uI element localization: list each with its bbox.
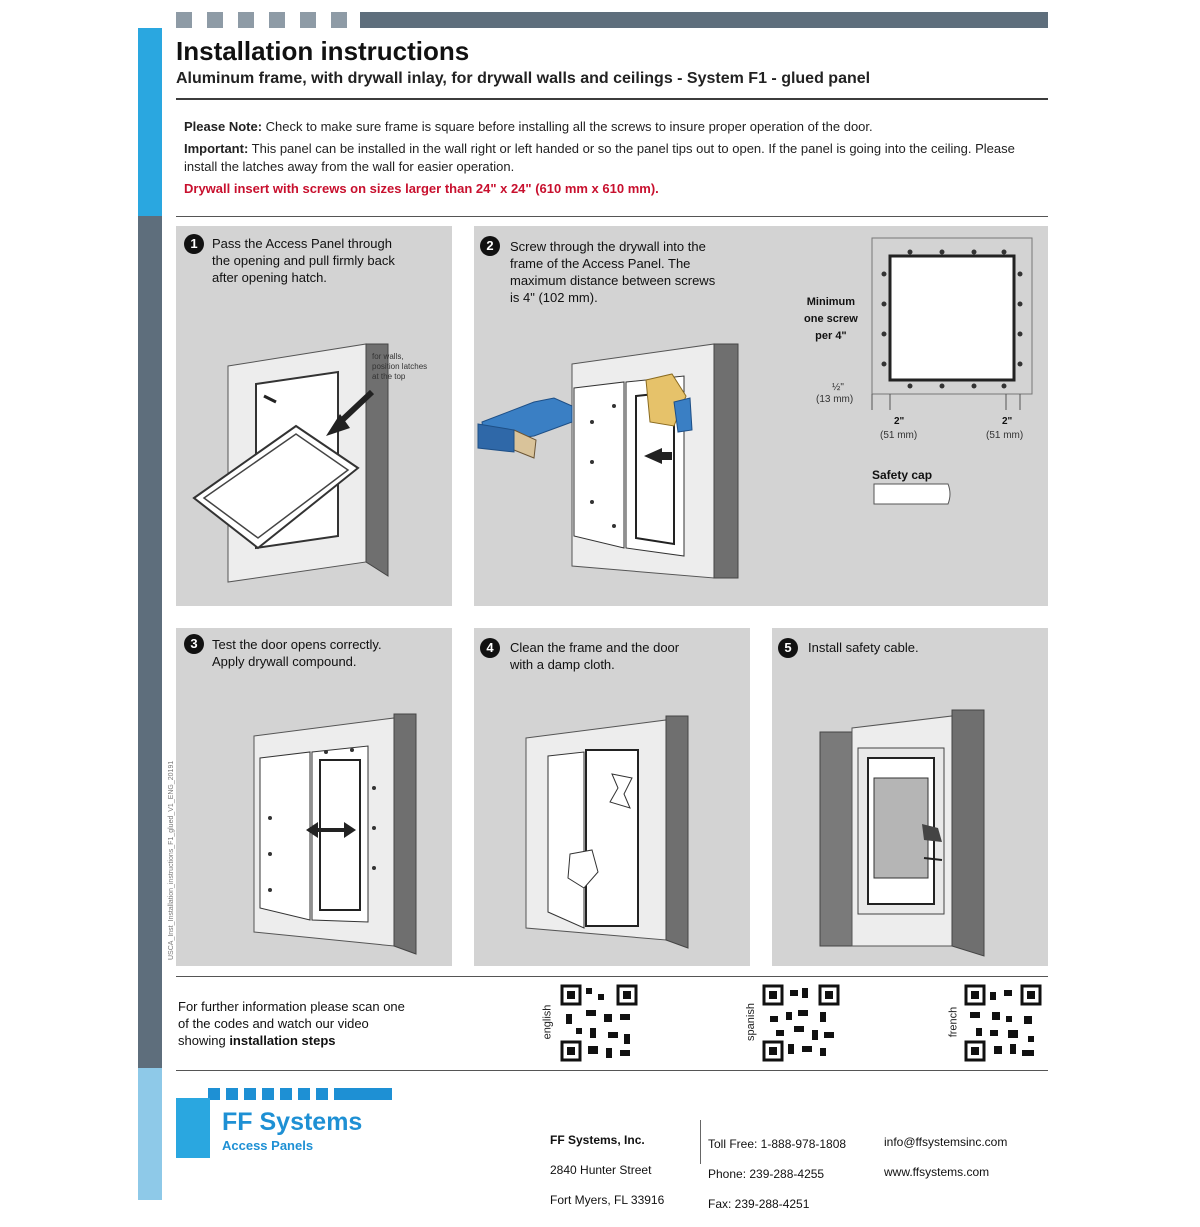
top-bar (360, 12, 1048, 28)
footer-rule (176, 1070, 1048, 1071)
contact-block (708, 1122, 846, 1227)
warning-text: Drywall insert with screws on sizes larger than 24" x 24" (610 mm x 610 mm). (184, 181, 659, 196)
qr-label-spanish: spanish (744, 1003, 757, 1041)
left-footer-bar (138, 1068, 162, 1200)
step-panel-4 (474, 628, 750, 966)
two-inch-right-mm-label: (51 mm) (986, 430, 1024, 441)
note-paragraph (184, 118, 1034, 136)
step-number: 3 (184, 634, 204, 654)
step-text: Pass the Access Panel through the opening and pull firmly back after opening hatch. (212, 236, 395, 285)
safety-cap-label: Safety cap (872, 468, 933, 482)
brand-bar-top (334, 1088, 392, 1100)
two-inch-left-mm-label: (51 mm) (880, 430, 918, 441)
side-code: USCA_Inst_Installation_instructions_F1_glued_V1_ENG_20191 (168, 760, 175, 960)
brand-square (316, 1088, 328, 1100)
step-text: Clean the frame and the door with a damp cloth. (510, 640, 680, 672)
qr-code-english[interactable] (560, 984, 638, 1062)
qr-code-spanish[interactable] (762, 984, 840, 1062)
brand-square (244, 1088, 256, 1100)
step-number: 2 (480, 236, 500, 256)
company-city: Fort Myers, FL 33916 (550, 1193, 665, 1207)
step-number: 4 (480, 638, 500, 658)
top-square (207, 12, 223, 28)
brand-square (226, 1088, 238, 1100)
tollfree: Toll Free: 1-888-978-1808 (708, 1137, 847, 1151)
further-info-line3: showing (178, 1033, 230, 1048)
step3-illustration (176, 628, 452, 966)
step-text: Install safety cable. (808, 640, 919, 655)
top-square (238, 12, 254, 28)
company-name: FF Systems, Inc. (550, 1133, 645, 1147)
web-block (884, 1120, 1007, 1195)
step-panel-5 (772, 628, 1048, 966)
step-number: 1 (184, 234, 204, 254)
min-screw-label: Minimum one screw per 4" (804, 296, 858, 342)
brand-square (280, 1088, 292, 1100)
top-square (269, 12, 285, 28)
phone: Phone: 239-288-4255 (708, 1167, 825, 1181)
qr-label-english: english (541, 1004, 554, 1040)
step-panel-2 (474, 226, 1048, 606)
note-text: Check to make sure frame is square before installing all the screws to insure proper operation of the door. (262, 119, 873, 134)
step-number: 5 (778, 638, 798, 658)
brand-tagline: Access Panels (222, 1138, 314, 1153)
step-panel-1 (176, 226, 452, 606)
top-square (331, 12, 347, 28)
further-info-line1: For further information please scan one (178, 999, 405, 1014)
two-inch-left-label: 2" (894, 416, 905, 427)
further-info (178, 998, 468, 1049)
important-paragraph (184, 140, 1034, 176)
left-side-bar (138, 216, 162, 1068)
step5-illustration (772, 628, 1048, 966)
left-accent-bar (138, 28, 162, 216)
page-title: Installation instructions (176, 36, 470, 66)
step4-illustration (474, 628, 750, 966)
website-link[interactable]: www.ffsystems.com (884, 1165, 990, 1179)
info-rule (176, 976, 1048, 977)
brand-square (262, 1088, 274, 1100)
half-inch-mm-label: (13 mm) (816, 394, 854, 405)
top-square (300, 12, 316, 28)
header-rule (176, 98, 1048, 100)
half-inch-label: ½" (832, 382, 844, 393)
notes-rule (176, 216, 1048, 217)
important-label: Important: (184, 141, 249, 156)
brand-name: FF Systems (222, 1108, 363, 1136)
step1-illustration (176, 226, 452, 606)
step-panel-3 (176, 628, 452, 966)
further-info-bold: installation steps (229, 1033, 336, 1048)
company-address (550, 1118, 664, 1223)
fax: Fax: 239-288-4251 (708, 1197, 810, 1211)
qr-label-french: french (947, 1006, 960, 1038)
page-subtitle: Aluminum frame, with drywall inlay, for drywall walls and ceilings - System F1 - glued panel (176, 70, 871, 87)
footer-divider (700, 1120, 701, 1164)
latch-callout: for walls, position latches at the top (372, 352, 428, 381)
two-inch-right-label: 2" (1002, 416, 1013, 427)
step-text: Test the door opens correctly. Apply drywall compound. (212, 637, 382, 669)
notes-block (184, 118, 1034, 202)
brand-logo-block (176, 1098, 210, 1158)
note-label: Please Note: (184, 119, 263, 134)
important-text: This panel can be installed in the wall right or left handed or so the panel tips out to open. If the panel is going into the ceiling. Please install the latches away from the wall for easier operation. (184, 141, 1015, 174)
company-street: 2840 Hunter Street (550, 1163, 652, 1177)
step2-illustration (474, 226, 1048, 606)
top-square (176, 12, 192, 28)
qr-code-french[interactable] (964, 984, 1042, 1062)
step-text: Screw through the drywall into the frame of the Access Panel. The maximum distance between screws is 4" (102 mm). (510, 239, 716, 305)
further-info-line2: of the codes and watch our video (178, 1016, 369, 1031)
email-link[interactable]: info@ffsystemsinc.com (884, 1135, 1008, 1149)
brand-square (298, 1088, 310, 1100)
